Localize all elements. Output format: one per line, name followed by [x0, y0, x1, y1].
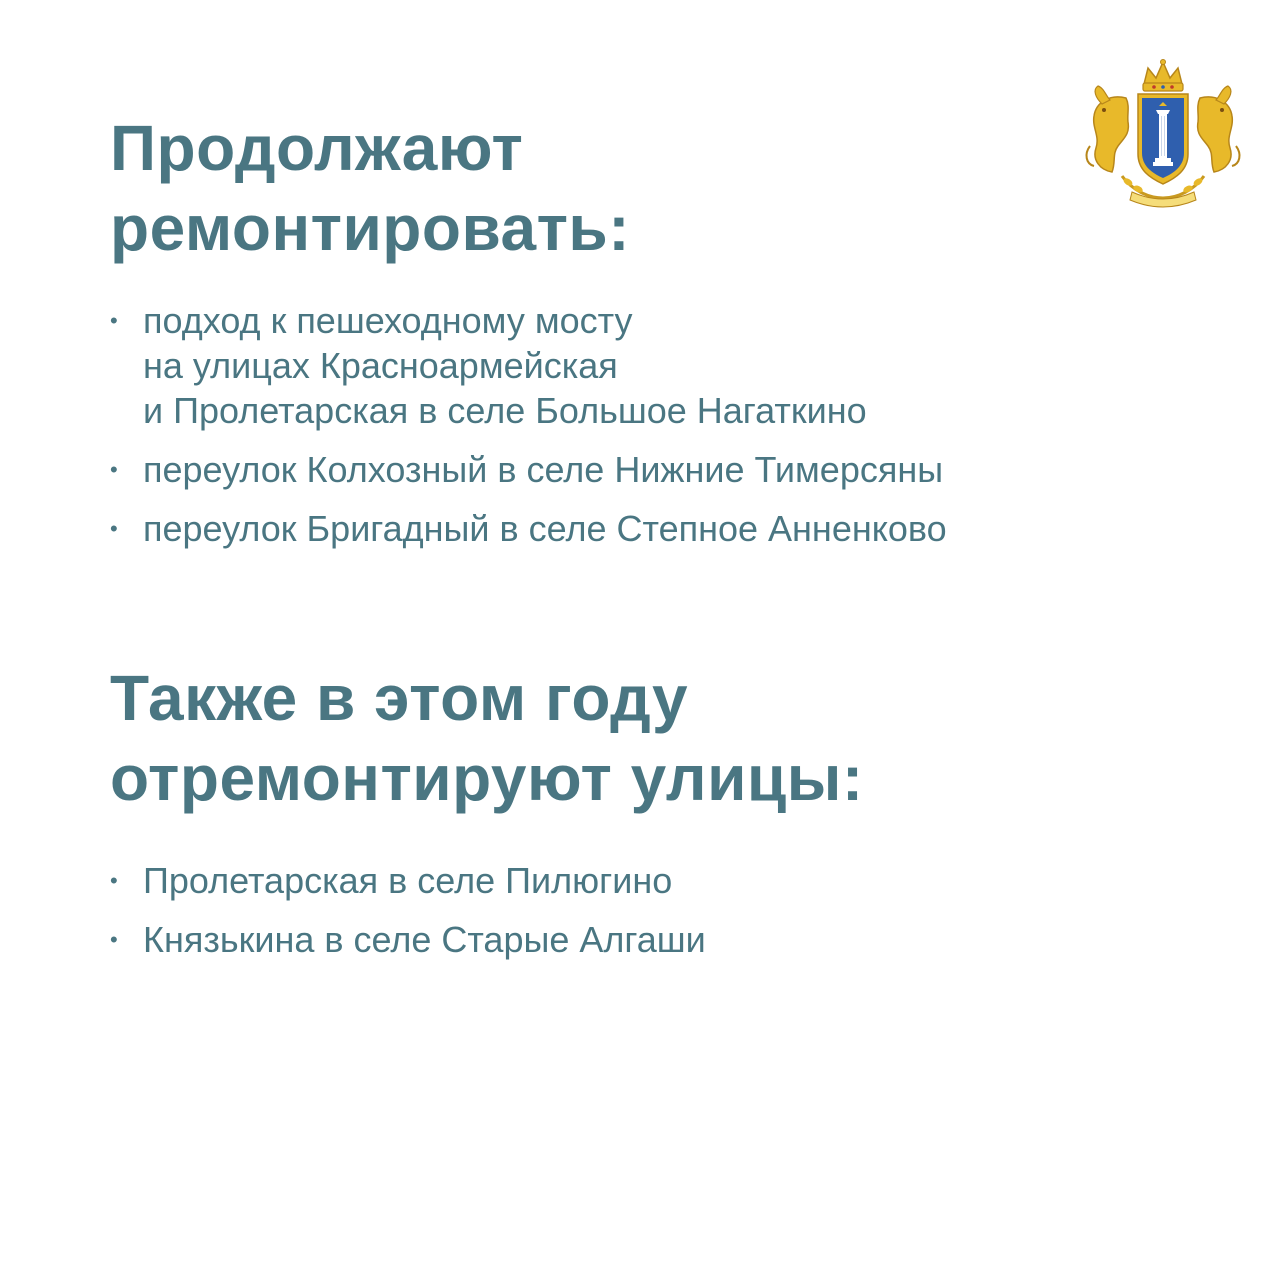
heading-line: Также в этом году: [110, 662, 689, 734]
heading-line: ремонтировать:: [110, 192, 631, 264]
bullet-icon: •: [110, 457, 118, 482]
heading-line: Продолжают: [110, 112, 524, 184]
list-item-line: подход к пешеходному мосту: [143, 300, 633, 341]
list-item-line: на улицах Красноармейская: [143, 345, 618, 386]
bullet-icon: •: [110, 516, 118, 541]
right-lion-icon: [1198, 86, 1240, 172]
bullet-icon: •: [110, 308, 118, 333]
list-item: [108, 447, 947, 492]
list-item: [108, 298, 947, 433]
list-item: [108, 917, 706, 962]
repair-list-planned: [108, 858, 706, 976]
ulyanovsk-oblast-coat-of-arms-icon: [1082, 58, 1244, 210]
motto-ribbon-icon: [1130, 192, 1196, 207]
list-item-line: Князькина в селе Старые Алгаши: [143, 919, 706, 960]
section-2-heading: [110, 658, 864, 818]
list-item: [108, 506, 947, 551]
bullet-icon: •: [110, 868, 118, 893]
list-item-line: Пролетарская в селе Пилюгино: [143, 860, 673, 901]
left-lion-icon: [1087, 86, 1129, 172]
repair-list-current: [108, 298, 947, 565]
heading-line: отремонтируют улицы:: [110, 742, 864, 814]
list-item: [108, 858, 706, 903]
list-item-line: переулок Колхозный в селе Нижние Тимерсяны: [143, 449, 944, 490]
list-item-line: и Пролетарская в селе Большое Нагаткино: [143, 390, 867, 431]
crown-icon: [1143, 60, 1183, 92]
bullet-icon: •: [110, 927, 118, 952]
list-item-line: переулок Бригадный в селе Степное Анненково: [143, 508, 947, 549]
section-1-heading: [110, 108, 630, 268]
